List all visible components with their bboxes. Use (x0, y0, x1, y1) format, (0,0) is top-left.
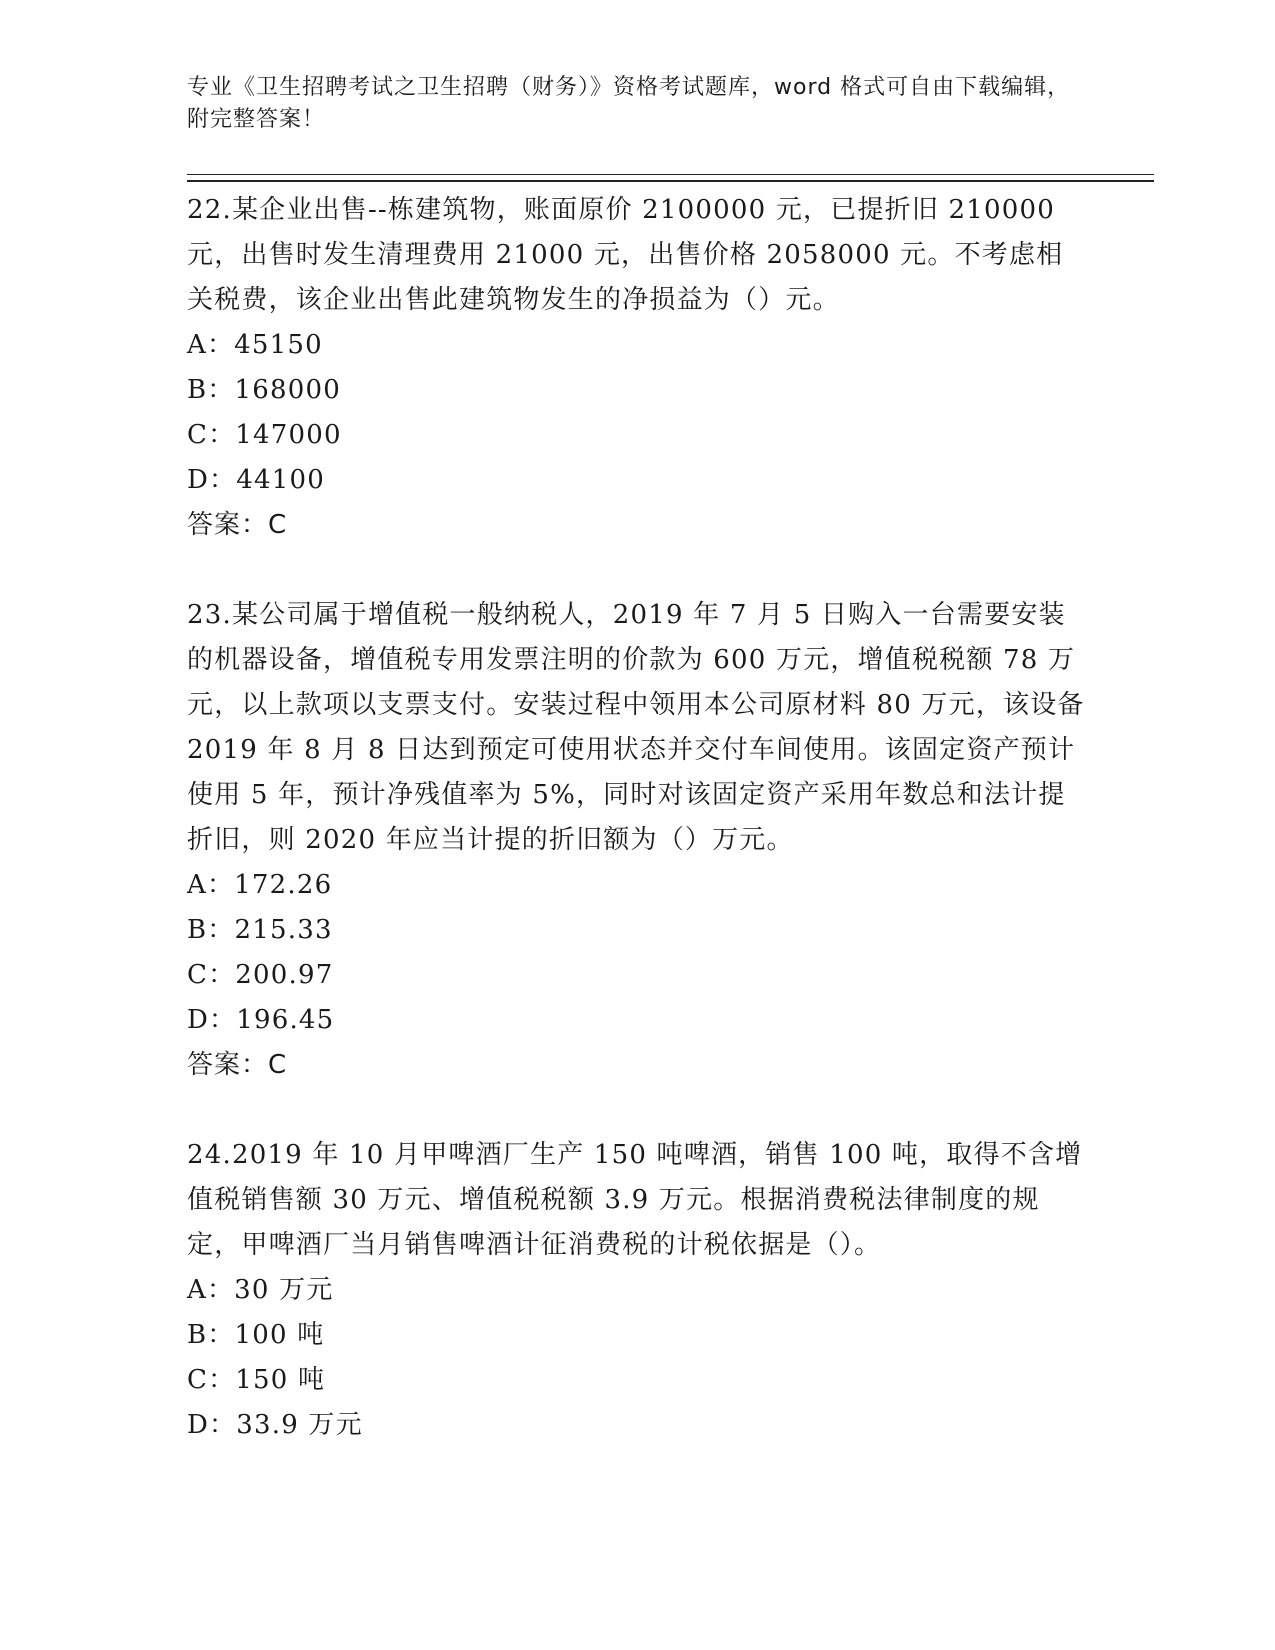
option-a: A：45150 (187, 330, 323, 360)
option-c: C：200.97 (187, 960, 334, 990)
question-spacer (187, 1088, 1087, 1133)
question-stem: 22.某企业出售--栋建筑物，账面原价 2100000 元，已提折旧 210000 元，出售时发生清理费用 21000 元，出售价格 2058000 元。不考虑相关税费，该企业出售此建筑物发生的净损益为（）元。 (187, 195, 1064, 315)
option-b: B：215.33 (187, 915, 333, 945)
question-22 (187, 188, 1087, 548)
option-a: A：30 万元 (187, 1275, 334, 1305)
question-list (187, 188, 1087, 1448)
option-b: B：168000 (187, 375, 341, 405)
header-divider-thick (187, 180, 1154, 182)
option-d: D：196.45 (187, 1005, 335, 1035)
option-c: C：147000 (187, 420, 342, 450)
question-24 (187, 1133, 1087, 1448)
option-d: D：44100 (187, 465, 325, 495)
option-c: C：150 吨 (187, 1365, 326, 1395)
question-spacer (187, 548, 1087, 593)
option-a: A：172.26 (187, 870, 333, 900)
option-b: B：100 吨 (187, 1320, 325, 1350)
answer-label: 答案：C (187, 510, 288, 540)
option-d: D：33.9 万元 (187, 1410, 363, 1440)
answer-label: 答案：C (187, 1050, 288, 1080)
document-header: 专业《卫生招聘考试之卫生招聘（财务）》资格考试题库，word 格式可自由下载编辑，附完整答案！ (187, 75, 1071, 132)
question-stem: 23.某公司属于增值税一般纳税人，2019 年 7 月 5 日购入一台需要安装的机器设备，增值税专用发票注明的价款为 600 万元，增值税税额 78 万元，以上款项以支票支付。安装过程中领用本公司原材料 80 万元，该设备 2019 年 8 月 8 日达到预定可使用状态并交付车间使用。该固定资产预计使用 5 年，预计净残值率为 5%，同时对该固定资产采用年数总和法计提折旧，则 2020 年应当计提的折旧额为（）万元。 (187, 600, 1085, 855)
question-stem: 24.2019 年 10 月甲啤酒厂生产 150 吨啤酒，销售 100 吨，取得不含增值税销售额 30 万元、增值税税额 3.9 万元。根据消费税法律制度的规定，甲啤酒厂当月销售啤酒计征消费税的计税依据是（）。 (187, 1140, 1083, 1260)
question-23 (187, 593, 1087, 1088)
header-divider-thin (187, 174, 1154, 175)
